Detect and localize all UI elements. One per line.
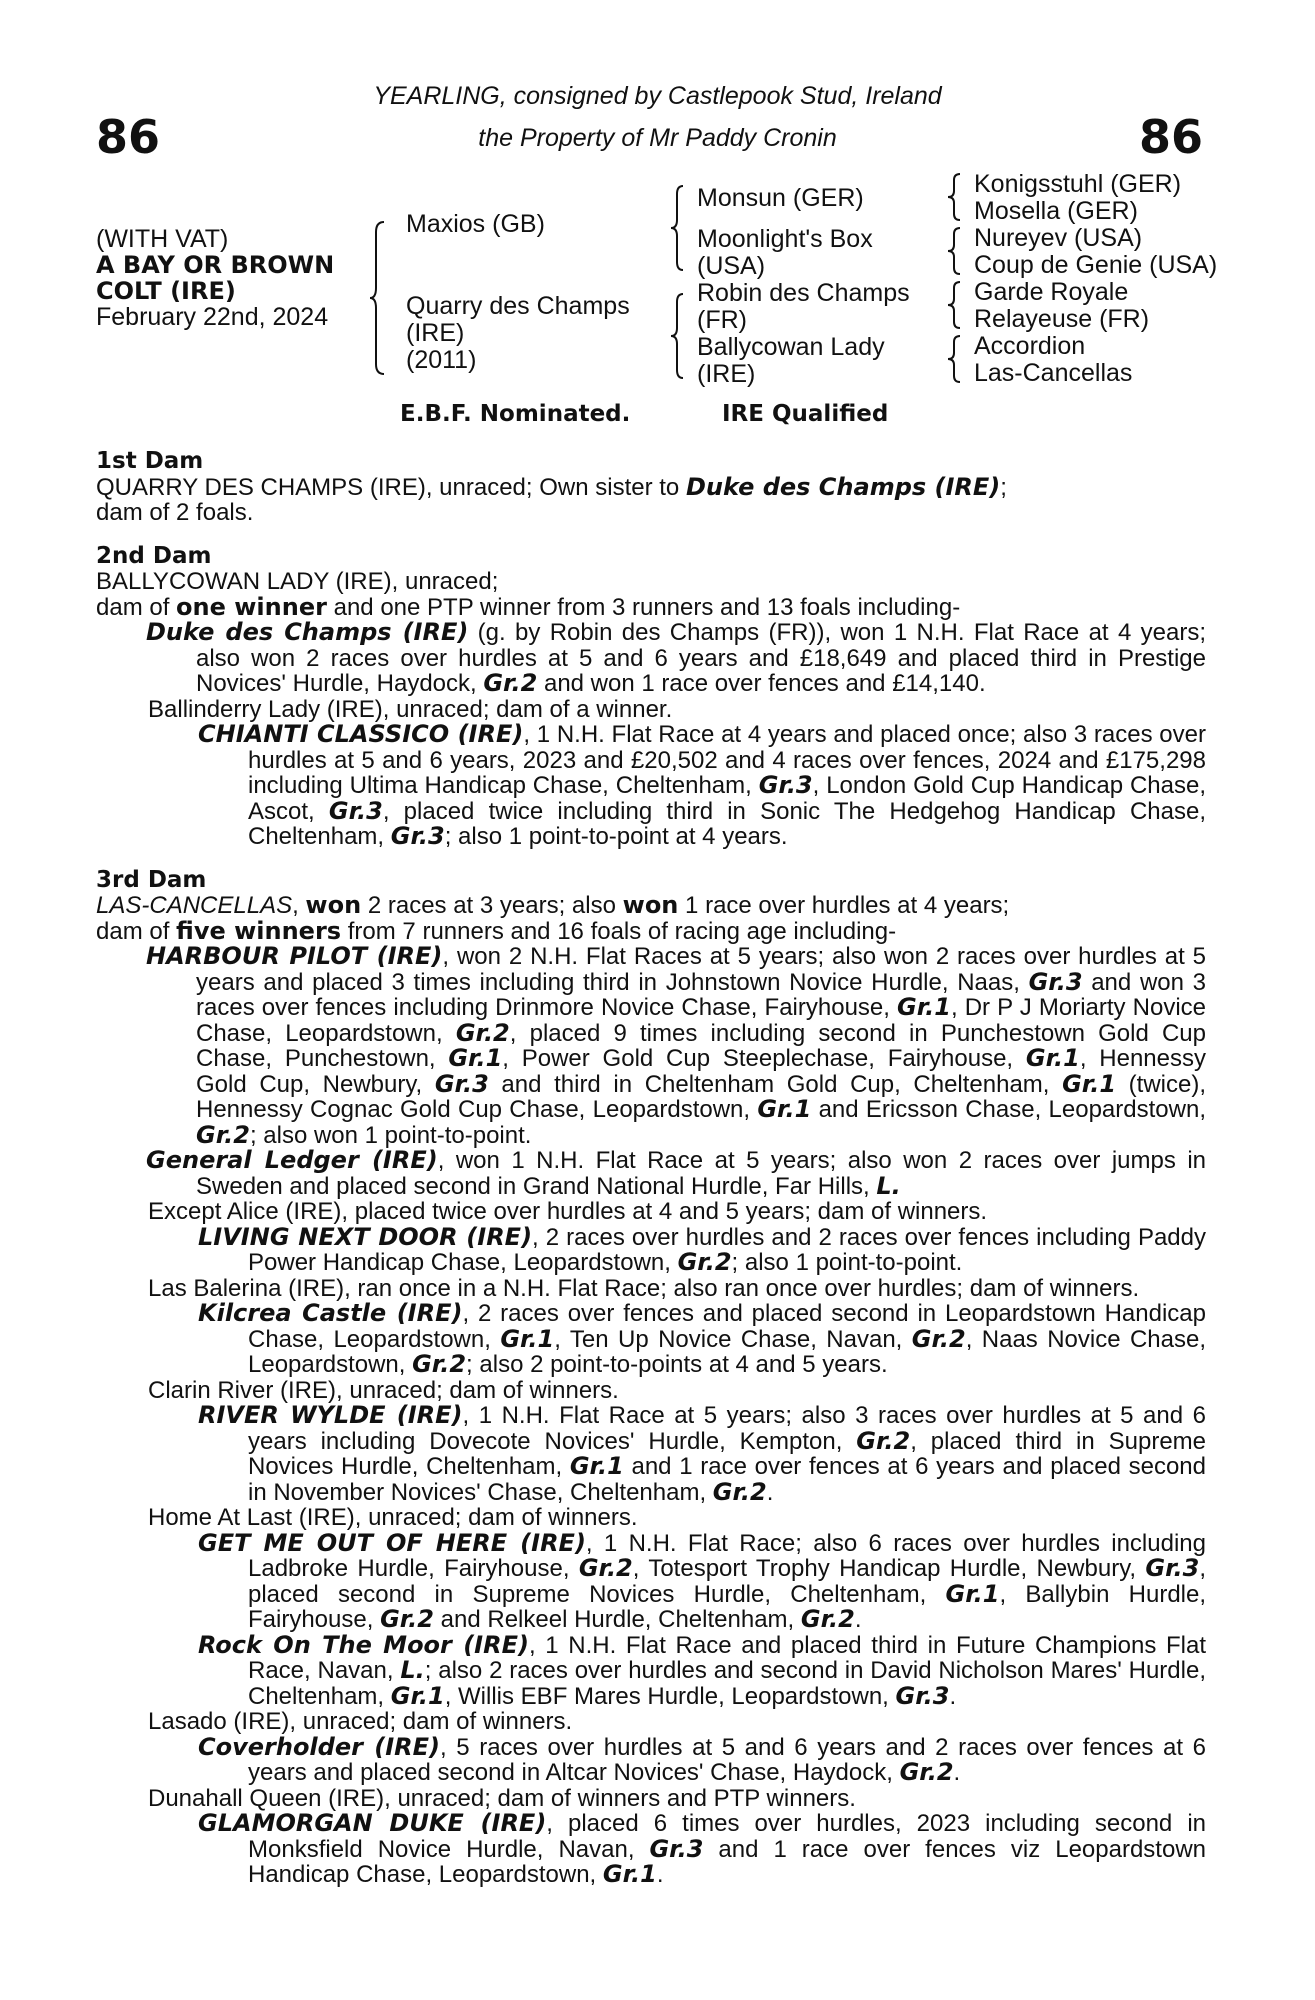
first-dam-line: QUARRY DES CHAMPS (IRE), unraced; Own sister to Duke des Champs (IRE); <box>96 472 1007 501</box>
produce-entry: Lasado (IRE), unraced; dam of winners. <box>148 1708 573 1735</box>
produce-entry: Clarin River (IRE), unraced; dam of winners. <box>148 1376 619 1404</box>
second-dam-produce: dam of one winner and one PTP winner from 3 runners and 13 foals including- <box>96 592 961 621</box>
property-line: the Property of Mr Paddy Cronin <box>478 124 837 152</box>
third-dam-heading: 3rd Dam <box>96 866 207 893</box>
ebf-nomination: E.B.F. Nominated. <box>400 401 631 427</box>
dam-dam: Ballycowan Lady <box>697 333 885 361</box>
dam-dam-country: (IRE) <box>697 360 756 388</box>
dam-name: Quarry des Champs <box>406 292 630 320</box>
grandproduce-entry: Rock On The Moor (IRE), 1 N.H. Flat Race and placed third in Future Champions Flat Race, Navan, L.; also 2 races over hurdles and second in David Nicholson Mares' Hurdle, Cheltenham, Gr.1, Willis EBF Mares Hurdle, Leopardstown, Gr.3. <box>198 1630 1206 1710</box>
granddam-2: Coup de Genie (USA) <box>974 251 1218 279</box>
pedigree-brace-g3 <box>946 280 964 330</box>
lot-number-right: 86 <box>1138 110 1203 164</box>
catalogue-body <box>96 449 1206 1888</box>
first-dam-heading: 1st Dam <box>96 448 204 474</box>
consignor-line: YEARLING, consigned by Castlepook Stud, Ireland <box>373 82 942 110</box>
lot-number-left: 86 <box>96 110 161 164</box>
third-dam-line: LAS-CANCELLAS, won 2 races at 3 years; also won 1 race over hurdles at 4 years; <box>96 891 1010 919</box>
grandproduce-entry: Kilcrea Castle (IRE), 2 races over fences and placed second in Leopardstown Handicap Chase, Leopardstown, Gr.1, Ten Up Novice Chase, Navan, Gr.2, Naas Novice Chase, Leopardstown, Gr.2; also 2 point-to-points at 4 and 5 years. <box>198 1299 1207 1378</box>
second-dam-heading: 2nd Dam <box>96 542 212 569</box>
grandsire-2: Nureyev (USA) <box>974 224 1143 252</box>
pedigree-brace-g2 <box>946 226 964 276</box>
ire-qualified: IRE Qualified <box>722 401 889 427</box>
granddam-3: Relayeuse (FR) <box>974 305 1150 333</box>
pedigree-brace-sire <box>669 184 689 272</box>
granddam-1: Mosella (GER) <box>974 197 1138 225</box>
produce-entry: Except Alice (IRE), placed twice over hurdles at 4 and 5 years; dam of winners. <box>148 1198 988 1225</box>
produce-entry: Duke des Champs (IRE) (g. by Robin des Champs (FR)), won 1 N.H. Flat Race at 4 years; also won 2 races over hurdles at 5 and 6 years and £18,649 and placed third in Prestige Novices' Hurdle, Haydock, Gr.2 and won 1 race over fences and £14,140. <box>146 618 1206 697</box>
dam-year: (2011) <box>406 346 477 374</box>
produce-entry: HARBOUR PILOT (IRE), won 2 N.H. Flat Races at 5 years; also won 2 races over hurdles at 5 years and placed 3 times including third in Johnstown Novice Hurdle, Naas, Gr.3 and won 3 races over fences including Drinmore Novice Chase, Fairyhouse, Gr.1, Dr P J Moriarty Novice Chase, Leopardstown, Gr.2, placed 9 times including second in Punchestown Gold Cup Chase, Punchestown, Gr.1, Power Gold Cup Steeplechase, Fairyhouse, Gr.1, Hennessy Gold Cup, Newbury, Gr.3 and third in Cheltenham Gold Cup, Cheltenham, Gr.1 (twice), Hennessy Cognac Gold Cup Chase, Leopardstown, Gr.1 and Ericsson Chase, Leopardstown, Gr.2; also won 1 point-to-point. <box>146 942 1207 1149</box>
horse-description-1: A BAY OR BROWN <box>96 251 335 279</box>
grandproduce-entry: LIVING NEXT DOOR (IRE), 2 races over hurdles and 2 races over fences including Paddy Power Handicap Chase, Leopardstown, Gr.2; also 1 point-to-point. <box>198 1222 1206 1276</box>
pedigree-brace-g4 <box>946 334 964 384</box>
grandproduce-entry: CHIANTI CLASSICO (IRE), 1 N.H. Flat Race at 4 years and placed once; also 3 races over hurdles at 5 and 6 years, 2023 and £20,502 and 4 races over fences, 2024 and £175,298 including Ultima Handicap Chase, Cheltenham, Gr.3, London Gold Cup Handicap Chase, Ascot, Gr.3, placed twice including third in Sonic The Hedgehog Handicap Chase, Cheltenham, Gr.3; also 1 point-to-point at 4 years. <box>198 720 1206 850</box>
foaling-date: February 22nd, 2024 <box>96 303 329 331</box>
sire-dam: Moonlight's Box <box>697 225 873 253</box>
grandproduce-entry: RIVER WYLDE (IRE), 1 N.H. Flat Race at 5 years; also 3 races over hurdles at 5 and 6 years including Dovecote Novices' Hurdle, Kempton, Gr.2, placed third in Supreme Novices Hurdle, Cheltenham, Gr.1 and 1 race over fences at 6 years and placed second in November Novices' Chase, Cheltenham, Gr.2. <box>198 1401 1207 1506</box>
dam-sire: Robin des Champs <box>697 279 910 307</box>
produce-entry: Ballinderry Lady (IRE), unraced; dam of a winner. <box>148 695 673 723</box>
dam-sire-country: (FR) <box>697 306 747 334</box>
sire-sire: Monsun (GER) <box>697 184 864 212</box>
grandsire-4: Accordion <box>974 332 1086 360</box>
pedigree-brace-dam <box>669 292 689 380</box>
grandsire-1: Konigsstuhl (GER) <box>974 170 1182 198</box>
produce-entry: Dunahall Queen (IRE), unraced; dam of winners and PTP winners. <box>148 1784 856 1812</box>
produce-entry: Home At Last (IRE), unraced; dam of winners. <box>148 1504 638 1531</box>
grandproduce-entry: Coverholder (IRE), 5 races over hurdles at 5 and 6 years and 2 races over fences at 6 years and placed second in Altcar Novices' Chase, Haydock, Gr.2. <box>198 1732 1206 1786</box>
horse-name: Duke des Champs (IRE) <box>685 472 1001 501</box>
horse-description-2: COLT (IRE) <box>96 277 236 305</box>
second-dam-line: BALLYCOWAN LADY (IRE), unraced; <box>96 568 499 595</box>
pedigree-brace-g1 <box>946 172 964 222</box>
sire-name: Maxios (GB) <box>406 210 545 238</box>
sire-dam-country: (USA) <box>697 252 766 280</box>
dam-country: (IRE) <box>406 319 465 347</box>
vat-note: (WITH VAT) <box>96 225 229 253</box>
grandsire-3: Garde Royale <box>974 278 1129 306</box>
pedigree-brace-main <box>368 220 390 376</box>
produce-entry: Las Balerina (IRE), ran once in a N.H. Flat Race; also ran once over hurdles; dam of winners. <box>148 1274 1140 1302</box>
grandproduce-entry: GLAMORGAN DUKE (IRE), placed 6 times over hurdles, 2023 including second in Monksfield Novice Hurdle, Navan, Gr.3 and 1 race over fences viz Leopardstown Handicap Chase, Leopardstown, Gr.1. <box>198 1809 1207 1888</box>
third-dam-produce: dam of five winners from 7 runners and 16 foals of racing age including- <box>96 916 897 945</box>
produce-entry: General Ledger (IRE), won 1 N.H. Flat Race at 5 years; also won 2 races over jumps in Sweden and placed second in Grand National Hurdle, Far Hills, L. <box>146 1146 1207 1200</box>
grandproduce-entry: GET ME OUT OF HERE (IRE), 1 N.H. Flat Race; also 6 races over hurdles including Ladbroke Hurdle, Fairyhouse, Gr.2, Totesport Trophy Handicap Hurdle, Newbury, Gr.3, placed second in Supreme Novices Hurdle, Cheltenham, Gr.1, Ballybin Hurdle, Fairyhouse, Gr.2 and Relkeel Hurdle, Cheltenham, Gr.2. <box>198 1528 1207 1633</box>
granddam-4: Las-Cancellas <box>974 359 1133 387</box>
first-dam-foals: dam of 2 foals. <box>96 499 254 526</box>
